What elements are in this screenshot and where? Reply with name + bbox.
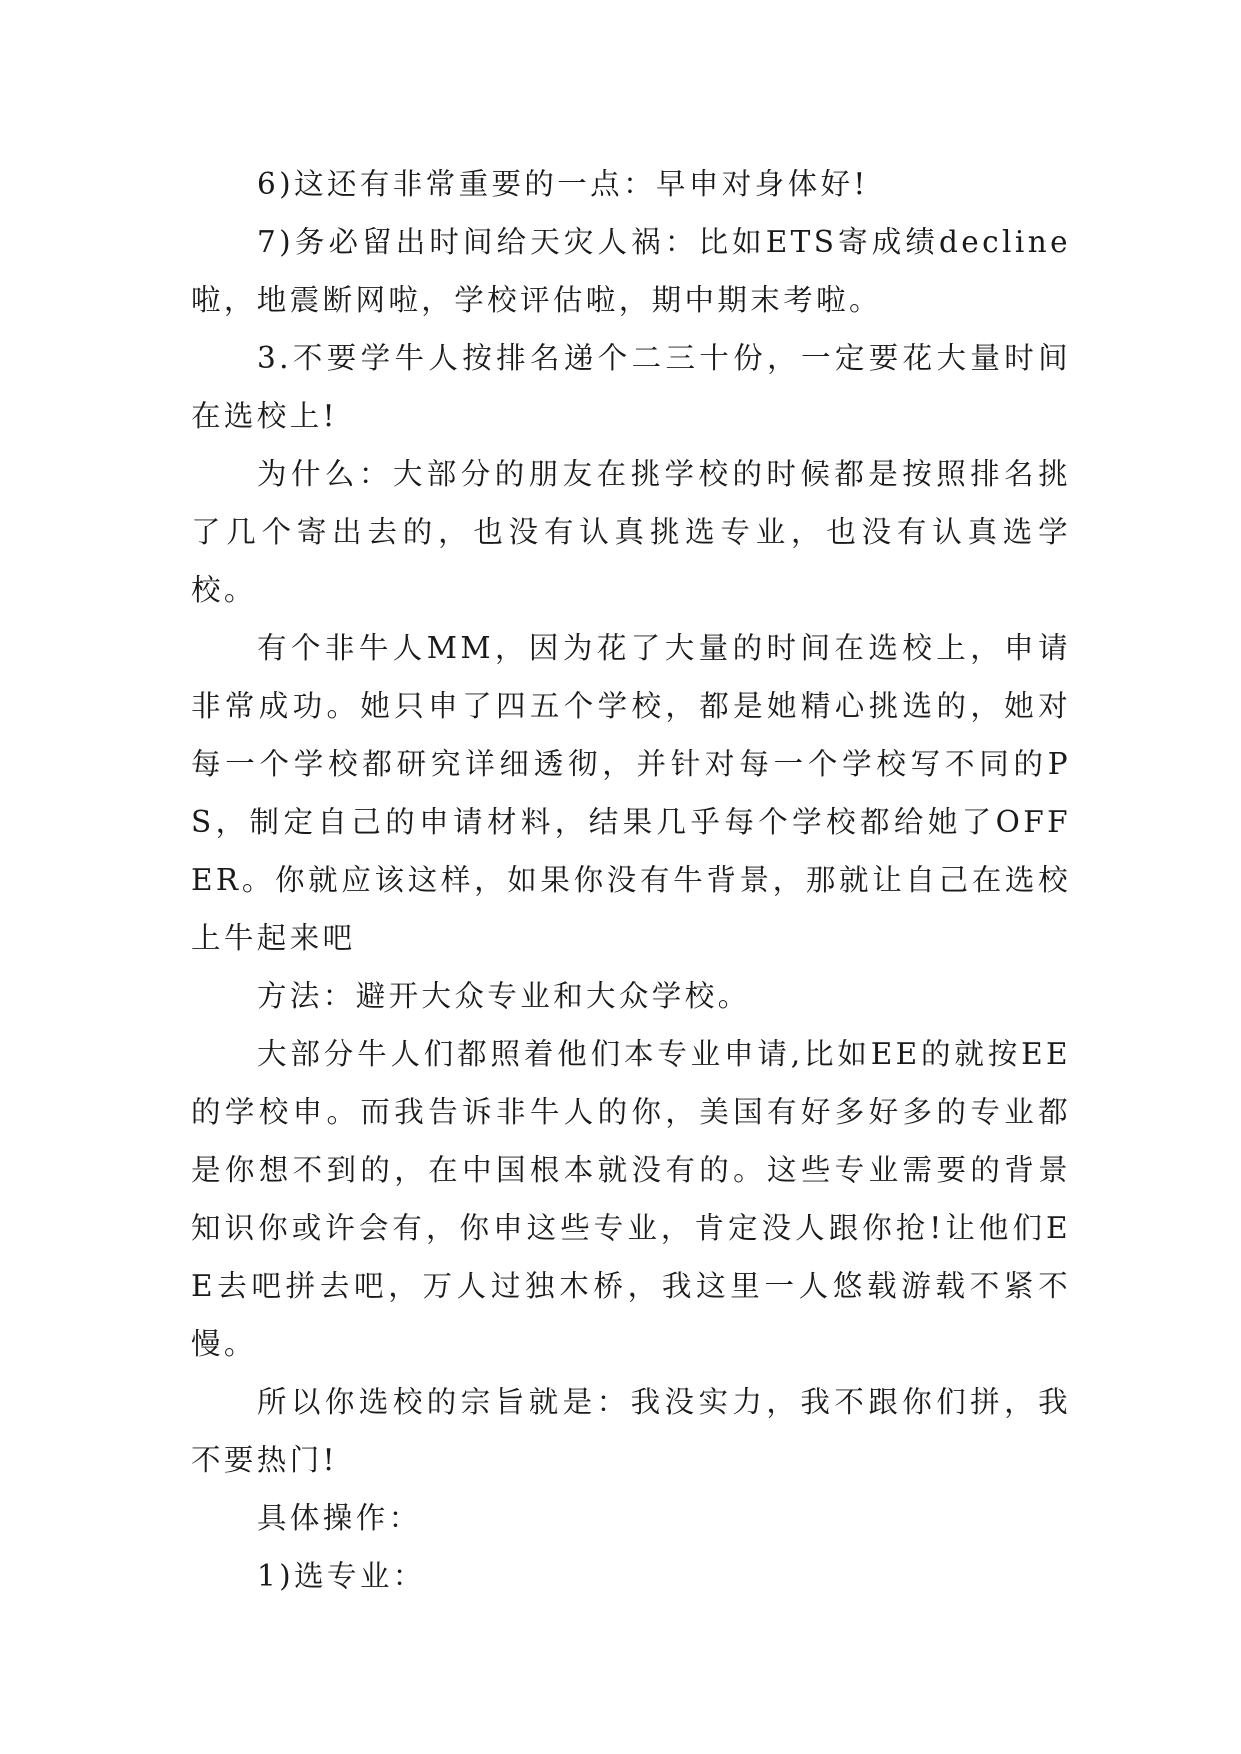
paragraph-principle: 所以你选校的宗旨就是：我没实力，我不跟你们拼，我不要热门! — [191, 1385, 1071, 1477]
paragraph-operation: 具体操作： — [257, 1501, 422, 1535]
paragraph-choose-major: 1)选专业： — [257, 1559, 426, 1593]
paragraph-early-application-health: 6)这还有非常重要的一点：早申对身体好! — [257, 167, 869, 201]
paragraph-why: 为什么：大部分的朋友在挑学校的时候都是按照排名挑了几个寄出去的，也没有认真挑选专业，也没有认真选学校。 — [191, 457, 1071, 607]
paragraph-example-mm: 有个非牛人MM，因为花了大量的时间在选校上，申请非常成功。她只申了四五个学校，都是她精心挑选的，她对每一个学校都研究详细透彻，并针对每一个学校写不同的PS，制定自己的申请材料，结果几乎每个学校都给她了OFFER。你就应该这样，如果你没有牛背景，那就让自己在选校上牛起来吧 — [191, 631, 1071, 955]
paragraph-majors: 大部分牛人们都照着他们本专业申请,比如EE的就按EE的学校申。而我告诉非牛人的你，美国有好多好多的专业都是你想不到的，在中国根本就没有的。这些专业需要的背景知识你或许会有，你申这些专业，肯定没人跟你抢!让他们EE去吧拼去吧，万人过独木桥，我这里一人悠载游载不紧不慢。 — [191, 1037, 1071, 1361]
paragraph-reserve-time: 7)务必留出时间给天灾人祸：比如ETS寄成绩decline啦，地震断网啦，学校评估啦，期中期末考啦。 — [191, 225, 1071, 317]
paragraph-method: 方法：避开大众专业和大众学校。 — [257, 979, 751, 1013]
paragraph-school-selection-heading: 3.不要学牛人按排名递个二三十份，一定要花大量时间在选校上! — [191, 341, 1071, 433]
